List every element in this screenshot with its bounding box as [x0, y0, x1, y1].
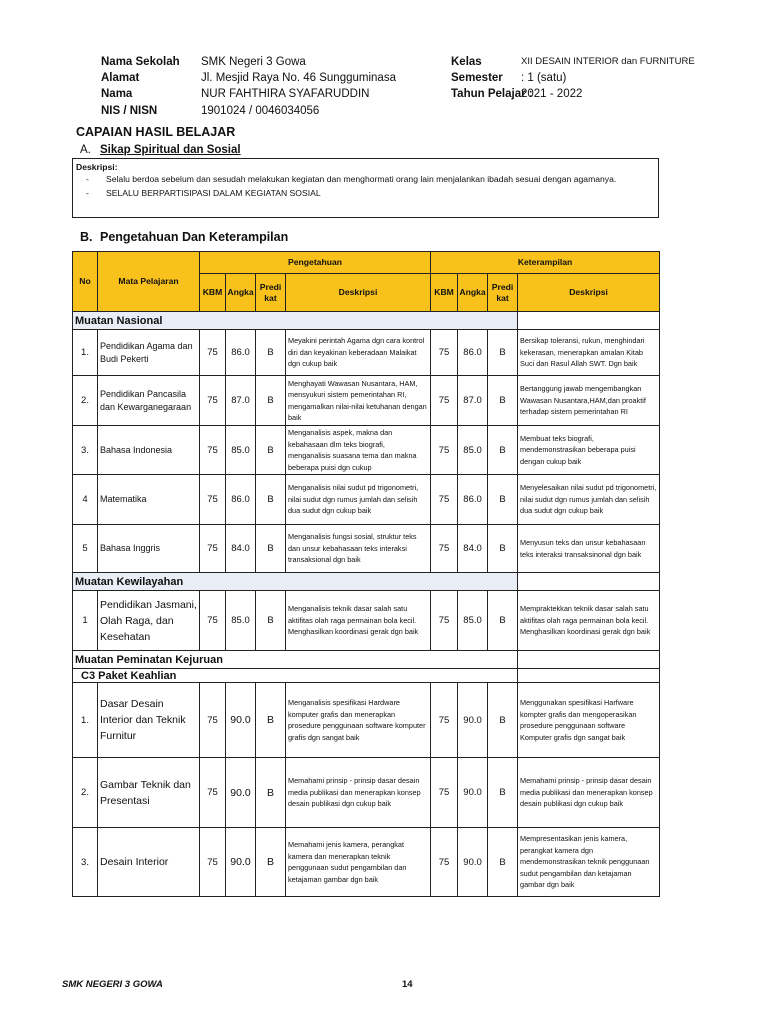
col-k-angka-header: Angka [458, 274, 488, 312]
group-title: Muatan Kewilayahan [73, 573, 518, 591]
table-row [73, 828, 660, 897]
label-class: Kelas [451, 56, 482, 68]
cell-k-kbm: 75 [431, 426, 458, 475]
cell-p-deskripsi: Menganalisis fungsi sosial, struktur teks dan unsur kebahasaan teks interaksi transaksional dgn baik [286, 525, 431, 573]
description-label: Deskripsi: [76, 162, 118, 172]
col-subject-header: Mata Pelajaran [98, 252, 200, 312]
cell-no: 2. [73, 758, 98, 828]
class-labels [451, 54, 533, 103]
cell-p-angka: 84.0 [226, 525, 256, 573]
group-row-peminatan [73, 651, 660, 669]
cell-p-kbm: 75 [200, 475, 226, 525]
col-keterampilan-header: Keterampilan [431, 252, 660, 274]
col-no-header: No [73, 252, 98, 312]
label-address: Alamat [101, 72, 140, 85]
cell-p-kbm: 75 [200, 591, 226, 651]
cell-k-angka: 85.0 [458, 591, 488, 651]
cell-p-deskripsi: Menganalisis spesifikasi Hardware komputer grafis dan menerapkan prosedure penggunaan software komputer grafis dgn sangat baik [286, 683, 431, 758]
cell-no: 3. [73, 828, 98, 897]
group-title: Muatan Peminatan Kejuruan [73, 651, 518, 669]
section-b-heading [80, 230, 288, 244]
cell-k-predikat: B [488, 683, 518, 758]
grades-table [72, 251, 660, 897]
cell-no: 4 [73, 475, 98, 525]
section-a-title: Sikap Spiritual dan Sosial [100, 144, 241, 156]
description-text-spiritual: Selalu berdoa sebelum dan sesudah melakukan kegiatan dan menghormati orang lain menjalankan ibadah sesuai dengan agamanya. [106, 174, 617, 184]
cell-subject: Bahasa Inggris [98, 525, 200, 573]
table-row [73, 376, 660, 426]
cell-k-kbm: 75 [431, 330, 458, 376]
cell-no: 1. [73, 683, 98, 758]
cell-p-kbm: 75 [200, 376, 226, 426]
cell-p-predikat: B [256, 475, 286, 525]
cell-k-angka: 87.0 [458, 376, 488, 426]
cell-p-angka: 90.0 [226, 758, 256, 828]
cell-p-kbm: 75 [200, 330, 226, 376]
group-title: Muatan Nasional [73, 312, 518, 330]
identity-values [201, 54, 451, 119]
cell-p-deskripsi: Menganalisis aspek, makna dan kebahasaan dlm teks biografi, menganalisis suasana tema dan makna beberapa puisi dgn cukup [286, 426, 431, 475]
cell-p-angka: 85.0 [226, 591, 256, 651]
cell-subject: Dasar Desain Interior dan Teknik Furnitur [98, 683, 200, 758]
bullet: - [86, 174, 89, 184]
section-b-letter: B. [80, 230, 93, 244]
cell-p-predikat: B [256, 426, 286, 475]
bullet: - [86, 188, 89, 198]
footer-school-name: SMK NEGERI 3 GOWA [62, 979, 163, 990]
group-gap-cell [518, 651, 660, 669]
label-semester: Semester [451, 72, 503, 85]
cell-k-angka: 90.0 [458, 758, 488, 828]
cell-no: 5 [73, 525, 98, 573]
class-values [521, 54, 721, 103]
cell-subject: Gambar Teknik dan Presentasi [98, 758, 200, 828]
value-address: Jl. Mesjid Raya No. 46 Sungguminasa [201, 72, 396, 85]
cell-k-angka: 86.0 [458, 475, 488, 525]
cell-p-predikat: B [256, 683, 286, 758]
cell-p-deskripsi: Menganalisis teknik dasar salah satu aktifitas olah raga permainan bola kecil. Menghasilkan koordinasi gerak dgn baik [286, 591, 431, 651]
col-k-predikat-header: Predi kat [488, 274, 518, 312]
cell-k-deskripsi: Mempraktekkan teknik dasar salah satu aktifitas olah raga permainan bola kecil. Menghasilkan koordinasi gerak dgn baik [518, 591, 660, 651]
group-gap-cell [518, 312, 660, 330]
table-row [73, 591, 660, 651]
section-a-heading [80, 144, 241, 156]
cell-subject: Matematika [98, 475, 200, 525]
cell-k-deskripsi: Menyelesaikan nilai sudut pd trigonometri, nilai sudut dgn rumus jumlah dan selisih dua sudut dgn cukup baik [518, 475, 660, 525]
cell-p-deskripsi: Menghayati Wawasan Nusantara, HAM, mensyukuri sistem pemerintahan RI, mengamalkan nilai-nilai ketuhanan dengan baik [286, 376, 431, 426]
cell-k-kbm: 75 [431, 758, 458, 828]
label-nis-nisn: NIS / NISN [101, 104, 158, 117]
table-row [73, 683, 660, 758]
col-k-kbm-header: KBM [431, 274, 458, 312]
cell-subject: Desain Interior [98, 828, 200, 897]
cell-p-deskripsi: Meyakini perintah Agama dgn cara kontrol diri dan keyakinan keberadaan Malaikat dgn cukup baik [286, 330, 431, 376]
page-number: 14 [402, 979, 413, 990]
label-school-year: Tahun Pelajar : [451, 88, 533, 101]
cell-k-angka: 86.0 [458, 330, 488, 376]
description-text-social: SELALU BERPARTISIPASI DALAM KEGIATAN SOSIAL [106, 188, 321, 198]
value-student-name: NUR FAHTHIRA SYAFARUDDIN [201, 88, 370, 101]
label-school-name: Nama Sekolah [101, 56, 180, 68]
cell-k-predikat: B [488, 330, 518, 376]
cell-k-predikat: B [488, 525, 518, 573]
cell-p-kbm: 75 [200, 683, 226, 758]
col-k-deskripsi-header: Deskripsi [518, 274, 660, 312]
cell-no: 1 [73, 591, 98, 651]
label-student-name: Nama [101, 88, 133, 101]
subgroup-title: C3 Paket Keahlian [73, 669, 518, 683]
cell-p-kbm: 75 [200, 758, 226, 828]
table-row [73, 525, 660, 573]
cell-k-angka: 85.0 [458, 426, 488, 475]
cell-k-kbm: 75 [431, 591, 458, 651]
cell-no: 2. [73, 376, 98, 426]
group-gap-cell [518, 669, 660, 683]
cell-p-predikat: B [256, 758, 286, 828]
value-class: XII DESAIN INTERIOR dan FURNITURE [521, 56, 695, 67]
subgroup-row-paket [73, 669, 660, 683]
col-p-kbm-header: KBM [200, 274, 226, 312]
cell-p-angka: 85.0 [226, 426, 256, 475]
cell-k-predikat: B [488, 426, 518, 475]
cell-p-kbm: 75 [200, 426, 226, 475]
section-b-title: Pengetahuan Dan Keterampilan [100, 230, 289, 244]
cell-k-predikat: B [488, 475, 518, 525]
cell-p-angka: 90.0 [226, 828, 256, 897]
table-row [73, 330, 660, 376]
cell-k-kbm: 75 [431, 828, 458, 897]
cell-p-predikat: B [256, 330, 286, 376]
cell-k-deskripsi: Menggunakan spesifikasi Harfware kompter grafis dan mengoperasikan prosedure penggunaan software Komputer grafis dgn sangat baik [518, 683, 660, 758]
cell-k-kbm: 75 [431, 683, 458, 758]
cell-p-deskripsi: Menganalisis nilai sudut pd trigonometri, nilai sudut dgn rumus jumlah dan selisih dua sudut dgn cukup baik [286, 475, 431, 525]
cell-k-predikat: B [488, 376, 518, 426]
cell-k-deskripsi: Memahami prinsip - prinsip dasar desain media publikasi dan menerapkan konsep desain publikasi dgn cukup baik [518, 758, 660, 828]
section-a-letter: A. [80, 144, 91, 156]
attitude-description-box [72, 158, 659, 218]
cell-p-predikat: B [256, 376, 286, 426]
cell-p-deskripsi: Memahami jenis kamera, perangkat kamera dan menerapkan teknik penggunaan sudut pengambilan dan ketajaman gambar dgn baik [286, 828, 431, 897]
group-gap-cell [518, 573, 660, 591]
table-row [73, 475, 660, 525]
value-semester: : 1 (satu) [521, 72, 567, 85]
cell-k-angka: 84.0 [458, 525, 488, 573]
cell-subject: Pendidikan Pancasila dan Kewarganegaraan [98, 376, 200, 426]
cell-k-deskripsi: Menyusun teks dan unsur kebahasaan teks interaksi transaksinonal dgn baik [518, 525, 660, 573]
table-row [73, 426, 660, 475]
cell-no: 3. [73, 426, 98, 475]
cell-subject: Bahasa Indonesia [98, 426, 200, 475]
page-title: CAPAIAN HASIL BELAJAR [76, 125, 236, 139]
cell-k-predikat: B [488, 758, 518, 828]
group-row-kewilayahan [73, 573, 660, 591]
description-item [76, 187, 655, 199]
cell-p-angka: 90.0 [226, 683, 256, 758]
description-item [76, 173, 655, 185]
cell-k-deskripsi: Mempresentasikan jenis kamera, perangkat kamera dgn mendemonstrasikan teknik penggunaan sudut pengambilan dan ketajaman gambar dgn baik [518, 828, 660, 897]
cell-p-kbm: 75 [200, 525, 226, 573]
cell-subject: Pendidikan Agama dan Budi Pekerti [98, 330, 200, 376]
cell-p-angka: 86.0 [226, 330, 256, 376]
cell-p-kbm: 75 [200, 828, 226, 897]
col-p-deskripsi-header: Deskripsi [286, 274, 431, 312]
cell-k-angka: 90.0 [458, 683, 488, 758]
cell-k-kbm: 75 [431, 376, 458, 426]
value-school-name: SMK Negeri 3 Gowa [201, 56, 306, 68]
cell-k-deskripsi: Membuat teks biografi, mendemonstrasikan beberapa puisi dengan cukup baik [518, 426, 660, 475]
value-school-year: 2021 - 2022 [521, 88, 583, 101]
cell-k-kbm: 75 [431, 525, 458, 573]
group-row-nasional [73, 312, 660, 330]
identity-labels [101, 54, 201, 119]
cell-k-deskripsi: Bertanggung jawab mengembangkan Wawasan Nusantara,HAM,dan proaktif terhadap sistem pemerintahan RI [518, 376, 660, 426]
cell-p-angka: 86.0 [226, 475, 256, 525]
cell-k-deskripsi: Bersikap toleransi, rukun, menghindari kekerasan, menerapkan amalan Kitab Suci dan Rasul Allah SWT. Dgn baik [518, 330, 660, 376]
cell-k-predikat: B [488, 828, 518, 897]
col-p-angka-header: Angka [226, 274, 256, 312]
cell-p-predikat: B [256, 828, 286, 897]
col-pengetahuan-header: Pengetahuan [200, 252, 431, 274]
cell-subject: Pendidikan Jasmani, Olah Raga, dan Kesehatan [98, 591, 200, 651]
value-nis-nisn: 1901024 / 0046034056 [201, 104, 320, 117]
cell-no: 1. [73, 330, 98, 376]
col-p-predikat-header: Predi kat [256, 274, 286, 312]
cell-k-predikat: B [488, 591, 518, 651]
cell-k-kbm: 75 [431, 475, 458, 525]
cell-p-predikat: B [256, 591, 286, 651]
cell-p-deskripsi: Memahami prinsip - prinsip dasar desain media publikasi dan menerapkan konsep desain publikasi dgn cukup baik [286, 758, 431, 828]
cell-p-predikat: B [256, 525, 286, 573]
cell-p-angka: 87.0 [226, 376, 256, 426]
table-row [73, 758, 660, 828]
cell-k-angka: 90.0 [458, 828, 488, 897]
